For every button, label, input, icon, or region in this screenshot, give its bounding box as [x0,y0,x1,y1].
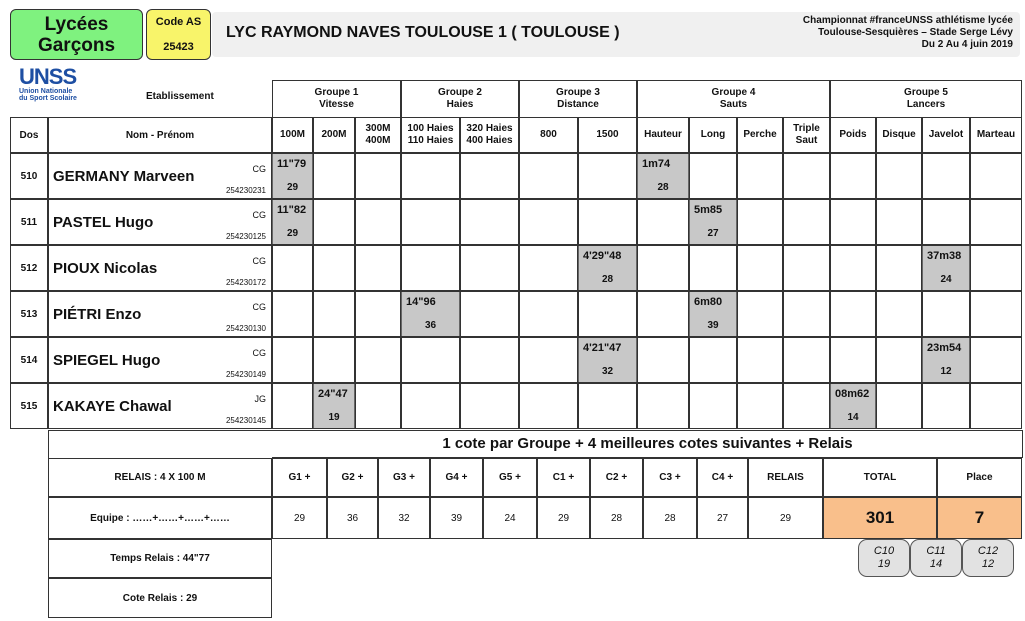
result-cell [578,291,637,337]
summary-header [643,458,697,497]
result-points: 28 [601,274,614,285]
result-cell [519,245,578,291]
dos-cell [10,153,48,199]
result-value: 4'29"48 [583,250,622,262]
relay-cote-cell [48,578,272,618]
relay-time-cell [48,539,272,578]
result-cell [401,383,460,429]
unss-logo-sub1: Union Nationale [19,88,73,95]
result-box [272,200,313,244]
result-value: 24"47 [318,388,348,400]
result-cell [689,153,737,199]
group-discipline: Vitesse [319,99,354,110]
summary-value-label: 28 [664,512,676,524]
result-cell [401,153,460,199]
event-header [272,117,313,153]
result-cell [460,199,519,245]
team-label: Equipe : ……+……+……+…… [90,512,230,524]
place-label: Place [966,472,993,483]
group-header-1 [272,80,401,118]
extra-cote-value: 14 [929,558,943,570]
result-cell [313,153,355,199]
result-cell [970,337,1022,383]
team-label-cell [48,497,272,539]
result-cell [637,383,689,429]
result-cell [876,199,922,245]
event-header-label: Marteau [976,129,1016,140]
relay-label-cell [48,458,272,497]
event-header-label: 400M [365,135,391,146]
athlete-category: CG [252,210,266,220]
event-header-label: Poids [839,129,867,140]
dos-cell [10,199,48,245]
result-cell [578,153,637,199]
establishment-label: Etablissement [146,91,214,102]
result-cell [830,153,876,199]
athlete-cell [48,199,272,245]
athlete-category: CG [252,256,266,266]
result-cell [460,337,519,383]
event-header [922,117,970,153]
result-cell [355,383,401,429]
relay-label: RELAIS : 4 X 100 M [114,472,206,483]
result-cell [313,245,355,291]
athlete-name: PIÉTRI Enzo [53,306,142,323]
unss-logo-text: UNSS [19,64,77,89]
athlete-license: 254230149 [225,370,266,379]
result-points: 12 [940,366,952,377]
result-cell [355,291,401,337]
extra-cote-pill [910,539,962,577]
place-value-cell [937,497,1022,539]
summary-header-label: G2 + [341,472,364,483]
athlete-cell [48,153,272,199]
summary-value [643,497,697,539]
event-header-label: Triple [793,123,820,134]
athlete-name: KAKAYE Chawal [53,398,172,415]
dos-header [10,117,48,153]
result-box [578,246,637,290]
extra-cote-pill [962,539,1014,577]
event-header [578,117,637,153]
result-cell [355,337,401,383]
athlete-name: GERMANY Marveen [53,168,195,185]
result-cell [401,199,460,245]
result-cell [922,383,970,429]
event-header [689,117,737,153]
event-header-label: Long [700,129,726,140]
result-box [313,384,355,428]
summary-header-label: G5 + [499,472,521,483]
event-header-label: Disque [882,129,916,140]
summary-value [537,497,590,539]
result-cell [830,291,876,337]
result-cell [272,245,313,291]
summary-value [327,497,378,539]
summary-header-label: RELAIS [767,472,804,483]
dos-cell [10,245,48,291]
unss-logo-sub2: du Sport Scolaire [19,95,77,102]
championship-info [803,15,1013,51]
event-header-label: Perche [743,129,777,140]
name-header-label: Nom - Prénom [125,129,195,141]
result-cell [460,291,519,337]
result-cell [401,337,460,383]
code-as-value: 25423 [163,40,194,53]
event-header-label: 110 Haies [407,135,454,146]
result-cell [637,291,689,337]
summary-header-label: G3 + [393,472,415,483]
result-cell [355,199,401,245]
event-header-label: 100M [279,129,305,140]
summary-value [430,497,483,539]
result-cell [355,153,401,199]
group-name: Groupe 4 [711,87,756,98]
athlete-name: PIOUX Nicolas [53,260,158,277]
result-cell [689,383,737,429]
summary-value-label: 36 [346,512,359,524]
result-cell [922,199,970,245]
championship-venue: Toulouse-Sesquières – Stade Serge Lévy [818,27,1013,38]
total-value-cell [823,497,937,539]
event-header-label: Javelot [928,129,964,140]
result-cell [830,199,876,245]
result-points: 24 [940,274,952,285]
event-header [783,117,830,153]
summary-value [697,497,748,539]
result-cell [519,199,578,245]
result-points: 29 [286,228,299,239]
event-header [970,117,1022,153]
category-line1: Lycées [44,13,109,35]
extra-cote-label: C11 [926,545,946,557]
dos-cell [10,337,48,383]
event-header-label: 200M [321,129,347,140]
athlete-cell [48,291,272,337]
result-box [922,338,970,382]
event-header-label: Hauteur [644,129,682,140]
group-header-3 [519,80,637,118]
group-discipline: Distance [557,99,599,110]
summary-header [748,458,823,497]
result-cell [313,199,355,245]
result-value: 23m54 [927,342,962,354]
dos-number: 513 [20,308,38,320]
event-header [313,117,355,153]
group-header-5 [830,80,1022,118]
result-box [578,338,637,382]
athlete-license: 254230172 [225,278,266,287]
dos-number: 512 [20,262,38,274]
result-cell [637,245,689,291]
group-name: Groupe 5 [904,87,948,98]
summary-header-label: C1 + [552,472,575,483]
result-cell [272,291,313,337]
athlete-category: CG [252,302,266,312]
summary-header-label: C3 + [659,472,681,483]
result-cell [737,337,783,383]
event-header [519,117,578,153]
result-cell [519,337,578,383]
summary-value-label: 29 [779,512,792,524]
result-points: 19 [328,412,340,423]
result-cell [737,383,783,429]
group-header-4 [637,80,830,118]
total-value: 301 [865,508,895,527]
result-cell [876,337,922,383]
result-cell [970,383,1022,429]
event-header [637,117,689,153]
result-cell [637,199,689,245]
result-value: 14"96 [406,296,436,308]
relay-cote: Cote Relais : 29 [122,592,198,604]
event-header [401,117,460,153]
result-cell [401,245,460,291]
summary-value-label: 24 [504,512,516,524]
result-box [689,200,737,244]
athlete-name: PASTEL Hugo [53,214,154,231]
event-header-label: 300M [365,123,391,134]
extra-cote-value: 19 [877,558,891,570]
result-cell [689,337,737,383]
summary-value-label: 27 [716,512,729,524]
dos-number: 515 [20,400,38,412]
summary-header [697,458,748,497]
athlete-cell [48,337,272,383]
summary-header-label: G1 + [288,472,311,483]
result-cell [970,291,1022,337]
relay-time: Temps Relais : 44"77 [110,553,210,564]
summary-header [378,458,430,497]
result-box [272,154,313,198]
dos-number: 511 [20,216,38,228]
result-cell [783,383,830,429]
result-cell [578,383,637,429]
dos-number: 514 [20,354,38,366]
result-points: 39 [707,320,719,331]
summary-value-label: 29 [557,512,570,524]
unss-logo [19,66,99,108]
group-header-2 [401,80,519,118]
result-cell [737,153,783,199]
result-cell [689,245,737,291]
event-header-label: 400 Haies [466,135,513,146]
result-cell [313,337,355,383]
rule-frame [48,430,1023,458]
result-value: 5m85 [694,204,723,216]
summary-value [748,497,823,539]
event-header-label: 1500 [596,129,619,140]
summary-header-label: C2 + [605,472,628,483]
result-box [922,246,970,290]
dos-cell [10,383,48,429]
result-cell [519,383,578,429]
extra-cote-label: C10 [873,545,895,557]
result-cell [272,383,313,429]
result-cell [737,291,783,337]
result-points: 29 [286,182,299,193]
result-cell [519,153,578,199]
result-cell [313,291,355,337]
result-cell [876,383,922,429]
summary-value [272,497,327,539]
dos-cell [10,291,48,337]
result-cell [783,337,830,383]
code-as-badge [146,9,211,60]
summary-value-label: 32 [398,512,410,524]
result-value: 1m74 [642,158,671,170]
athlete-cell [48,383,272,429]
athlete-license: 254230145 [225,416,266,425]
category-line2: Garçons [37,34,116,56]
summary-header [483,458,537,497]
result-value: 6m80 [694,296,723,308]
summary-value [378,497,430,539]
group-name: Groupe 2 [438,87,482,98]
result-cell [519,291,578,337]
result-cell [922,153,970,199]
place-header [937,458,1022,497]
summary-value-label: 39 [450,512,463,524]
result-cell [830,337,876,383]
result-cell [578,199,637,245]
category-badge [10,9,143,60]
result-cell [783,153,830,199]
school-name: LYC RAYMOND NAVES TOULOUSE 1 ( TOULOUSE ) [226,24,620,41]
group-discipline: Sauts [719,99,748,110]
scoring-rule: 1 cote par Groupe + 4 meilleures cotes suivantes + Relais [272,430,1023,458]
result-cell [970,245,1022,291]
summary-header [537,458,590,497]
group-discipline: Lancers [906,99,946,110]
extra-cote-value: 12 [981,558,995,570]
athlete-category: CG [252,348,266,358]
result-value: 11"82 [277,204,307,216]
event-header [737,117,783,153]
athlete-category: JG [254,394,266,404]
athlete-category: CG [252,164,266,174]
extra-cote-pill [858,539,910,577]
athlete-license: 254230130 [225,324,266,333]
event-header-label: 320 Haies [466,123,513,134]
result-value: 4'21"47 [583,342,622,354]
result-cell [460,153,519,199]
result-box [637,154,689,198]
summary-value-label: 28 [610,512,623,524]
result-cell [876,291,922,337]
summary-header [272,458,327,497]
result-cell [830,245,876,291]
result-cell [460,245,519,291]
event-header-label: 100 Haies [407,123,454,134]
championship-title: Championnat #franceUNSS athlétisme lycée [802,15,1013,26]
total-label: TOTAL [863,472,897,483]
summary-value [483,497,537,539]
result-value: 08m62 [835,388,870,400]
result-points: 28 [657,182,669,193]
result-cell [355,245,401,291]
event-header [355,117,401,153]
event-header [876,117,922,153]
group-name: Groupe 1 [314,87,359,98]
result-points: 14 [847,412,859,423]
result-box [401,292,460,336]
summary-header [590,458,643,497]
name-header [48,117,272,153]
dos-header-label: Dos [19,129,39,141]
summary-header-label: G4 + [445,472,468,483]
result-cell [637,337,689,383]
summary-header-label: C4 + [711,472,734,483]
event-header [830,117,876,153]
result-cell [783,291,830,337]
athlete-cell [48,245,272,291]
result-cell [272,337,313,383]
result-cell [922,291,970,337]
event-header-label: Saut [795,135,818,146]
summary-header [430,458,483,497]
group-discipline: Haies [446,99,474,110]
result-cell [970,153,1022,199]
summary-header [327,458,378,497]
result-cell [783,245,830,291]
extra-cote-label: C12 [977,545,999,557]
result-cell [460,383,519,429]
place-value: 7 [974,508,985,527]
total-header [823,458,937,497]
result-points: 36 [424,320,437,331]
result-cell [876,245,922,291]
result-value: 11"79 [277,158,307,170]
dos-number: 510 [20,170,38,182]
result-box [689,292,737,336]
championship-dates: Du 2 Au 4 juin 2019 [921,39,1013,50]
group-name: Groupe 3 [556,87,600,98]
result-points: 32 [601,366,614,377]
athlete-license: 254230125 [225,232,266,241]
result-value: 37m38 [927,250,962,262]
summary-value-label: 29 [293,512,306,524]
result-box [830,384,876,428]
result-cell [783,199,830,245]
result-cell [970,199,1022,245]
result-cell [876,153,922,199]
summary-value [590,497,643,539]
result-points: 27 [707,228,719,239]
event-header-label: 800 [540,129,557,140]
event-header [460,117,519,153]
result-cell [737,199,783,245]
result-cell [737,245,783,291]
athlete-license: 254230231 [225,186,266,195]
code-as-label: Code AS [155,16,202,29]
athlete-name: SPIEGEL Hugo [53,352,161,369]
